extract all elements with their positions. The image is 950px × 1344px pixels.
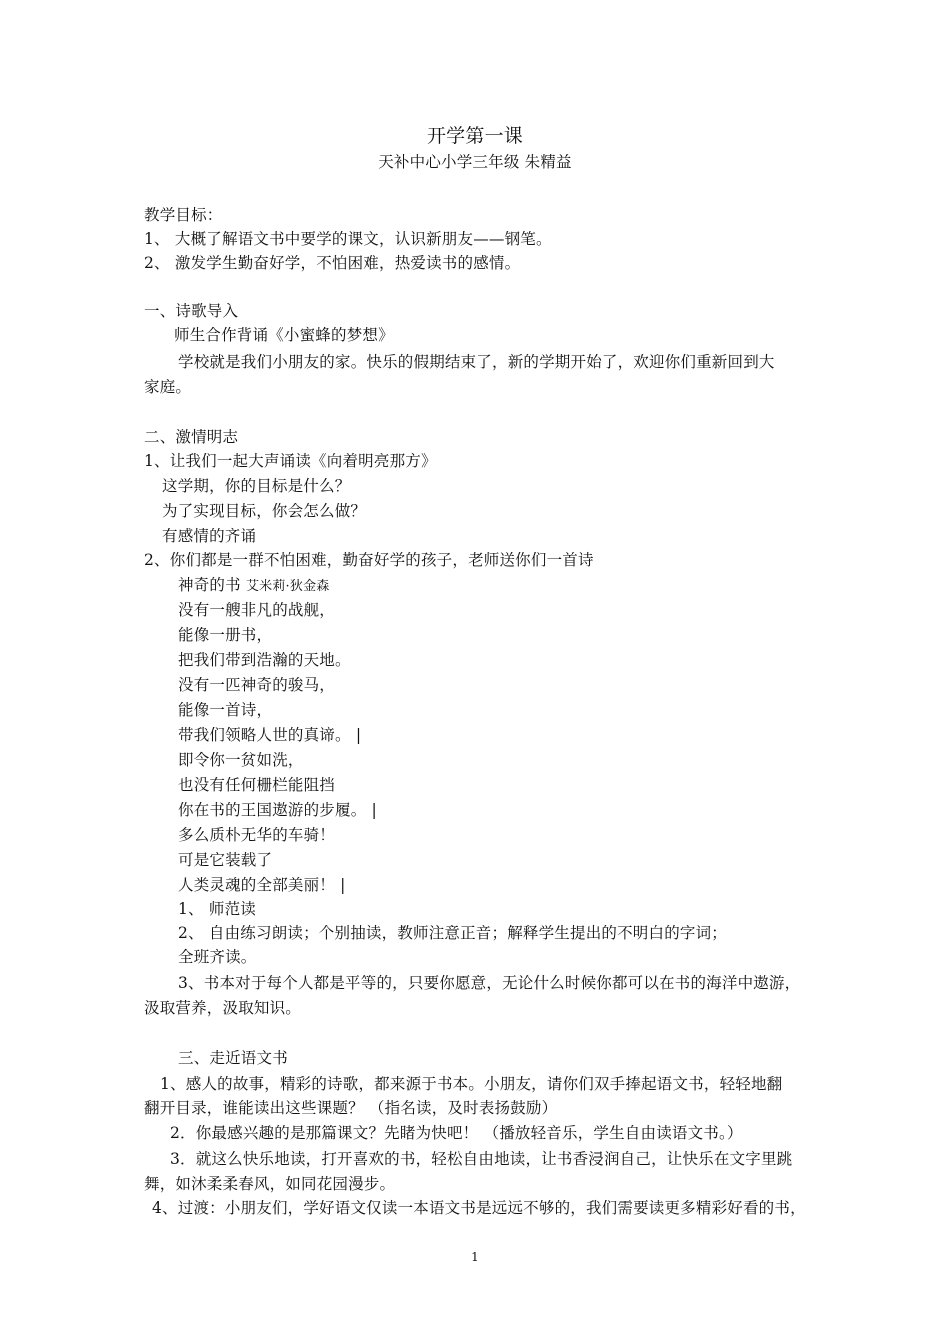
poem-line: 没有一匹神奇的骏马，: [178, 676, 336, 694]
poem-line: 你在书的王国遨游的步履。 |: [178, 801, 377, 819]
step-item: 1、 师范读: [178, 900, 256, 918]
paragraph-line: 4、过渡：小朋友们，学好语文仅读一本语文书是远远不够的，我们需要读更多精彩好看的书，: [152, 1199, 806, 1217]
poem-line: 带我们领略人世的真谛。 |: [178, 726, 362, 744]
poem-line: 能像一首诗，: [178, 701, 273, 719]
poem-line: 能像一册书，: [178, 626, 273, 644]
step-item-continuation: 汲取营养，汲取知识。: [144, 999, 302, 1017]
poem-line: 可是它装载了: [178, 851, 273, 869]
paragraph-line: 有感情的齐诵: [162, 527, 257, 545]
poem-line: 多么质朴无华的车骑！: [178, 826, 336, 844]
paragraph-line: 学校就是我们小朋友的家。快乐的假期结束了，新的学期开始了，欢迎你们重新回到大: [178, 353, 775, 371]
poem-line: 没有一艘非凡的战舰，: [178, 601, 336, 619]
document-title: 开学第一课: [426, 125, 523, 147]
step-item: 3、书本对于每个人都是平等的，只要你愿意，无论什么时候你都可以在书的海洋中遨游，: [178, 974, 801, 992]
section-heading: 二、激情明志: [144, 428, 239, 446]
paragraph-line: 为了实现目标，你会怎么做？: [162, 502, 367, 520]
document-subtitle: 天补中心小学三年级 朱精益: [378, 153, 572, 171]
poem-line: 即令你一贫如洗，: [178, 751, 304, 769]
paragraph-line: 师生合作背诵《小蜜蜂的梦想》: [174, 326, 394, 344]
poem-title: 神奇的书: [178, 576, 241, 594]
paragraph-line: 翻开目录，谁能读出这些课题？ （指名读，及时表扬鼓励）: [144, 1099, 558, 1117]
poem-line: 也没有任何栅栏能阻挡: [178, 776, 336, 794]
list-item: 1、让我们一起大声诵读《向着明亮那方》: [144, 452, 437, 470]
paragraph-line: 3．就这么快乐地读，打开喜欢的书，轻松自由地读，让书香浸润自己，让快乐在文字里跳: [170, 1150, 793, 1168]
step-item-continuation: 全班齐读。: [178, 948, 257, 966]
section-heading: 一、诗歌导入: [144, 302, 239, 320]
poem-title-line: [178, 575, 330, 597]
poem-line: 人类灵魂的全部美丽！ |: [178, 876, 346, 894]
step-item: 2、 自由练习朗读；个别抽读，教师注意正音；解释学生提出的不明白的字词；: [178, 924, 727, 942]
page-number: 1: [471, 1250, 479, 1264]
paragraph-line: 家庭。: [144, 378, 192, 396]
paragraph-line: 这学期，你的目标是什么？: [162, 477, 351, 495]
objective-item: 1、 大概了解语文书中要学的课文，认识新朋友——钢笔。: [144, 230, 552, 248]
poem-line: 把我们带到浩瀚的天地。: [178, 651, 351, 669]
paragraph-line: 舞，如沐柔柔春风，如同花园漫步。: [144, 1175, 396, 1193]
paragraph-line: 1、感人的故事，精彩的诗歌，都来源于书本。小朋友，请你们双手捧起语文书，轻轻地翻: [160, 1075, 783, 1093]
objective-item: 2、 激发学生勤奋好学，不怕困难，热爱读书的感情。: [144, 254, 521, 272]
paragraph-line: 2．你最感兴趣的是那篇课文？先睹为快吧！ （播放轻音乐，学生自由读语文书。）: [170, 1124, 743, 1142]
objectives-heading: 教学目标：: [144, 206, 223, 224]
list-item: 2、你们都是一群不怕困难，勤奋好学的孩子，老师送你们一首诗: [144, 551, 594, 569]
poem-author: 艾米莉·狄金森: [245, 579, 330, 594]
section-heading: 三、走近语文书: [178, 1049, 288, 1067]
